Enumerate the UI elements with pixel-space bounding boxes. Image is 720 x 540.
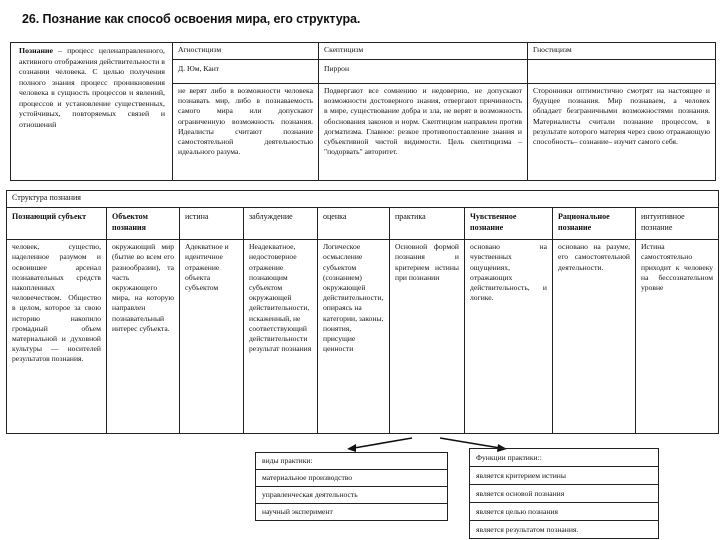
header-evaluation: оценка: [318, 208, 390, 240]
header-intuitive: интуитивное познание: [636, 208, 719, 240]
cell-object: окружающий мир (бытие во всем его разнообразии), та часть окружающего мира, на которую направлен познавательный интерес субъекта.: [107, 240, 180, 434]
school-name-skepticism: Скептицизм: [319, 43, 528, 60]
cell-intuitive: Истина самостоятельно приходит к человеку на бессознательном уровне: [636, 240, 719, 434]
cell-evaluation: Логическое осмысление субъектом (сознанием) окружающей действительности, опираясь на категории, законы, понятия, присущие ценности: [318, 240, 390, 434]
header-subject: Познающий субъект: [7, 208, 107, 240]
header-practice: практика: [390, 208, 465, 240]
header-sensory: Чувственное познание: [465, 208, 553, 240]
practice-function-item: является результатом познания.: [470, 520, 658, 538]
header-error: заблуждение: [244, 208, 318, 240]
practice-kind-item: материальное производство: [256, 469, 447, 486]
representatives-gnosticism: [528, 60, 716, 84]
practice-functions-header: Функции практики::: [476, 453, 542, 462]
representatives-skepticism: Пиррон: [319, 60, 528, 84]
practice-kind-item: управленческая деятельность: [256, 486, 447, 503]
header-rational: Рациональное познание: [553, 208, 636, 240]
header-object: Объектом познания: [107, 208, 180, 240]
cognition-definition-box: [10, 42, 173, 181]
structure-caption-row: [7, 191, 719, 208]
header-truth: истина: [180, 208, 244, 240]
practice-kinds-header: виды практики:: [262, 456, 313, 465]
structure-caption: Структура познания: [7, 191, 719, 208]
schools-name-row: [173, 43, 716, 60]
definition-text: – процесс целенаправленного, активного отображения действительности в сознании человека. С целью получения полного знания процесс проникновения человека в сущность процессов и явлений, процессов и установление существенных, устойчивых, повторяемых связей и отношений: [19, 46, 165, 129]
practice-function-item: является критерием истины: [470, 466, 658, 484]
cell-subject: человек, существо, наделенное разумом и освоившее арсенал познавательных средств накопленных человечеством. Общество в целом, которое за свою историю накопило громадный объем материальной и духовной культуры — носителей результатов познания.: [7, 240, 107, 434]
practice-function-item: является основой познания: [470, 484, 658, 502]
cognition-structure-table: [6, 190, 719, 434]
arrow-left-icon: [347, 438, 412, 452]
description-agnosticism: не верят либо в возможности человека познавать мир, либо в познаваемость самого мира или допускают ограниченную возможность познания. Идеалисты считают познание самостоятельной деятельностью идеального разума.: [173, 84, 319, 181]
school-name-agnosticism: Агностицизм: [173, 43, 319, 60]
cell-error: Неадекватное, недостоверное отражение познающим субъектом окружающей действительности, искаженный, не соответствующий действительности результат познания: [244, 240, 318, 434]
practice-function-item: является целью познания: [470, 502, 658, 520]
schools-description-row: [173, 84, 716, 181]
page-title: 26. Познание как способ освоения мира, его структура.: [22, 12, 361, 26]
definition-term: Познание: [19, 46, 53, 55]
practice-kind-item: научный эксперимент: [256, 503, 447, 520]
description-skepticism: Подвергают все сомнению и недоверию, не допускают возможности достоверного знания, отвергают причинность в мире, существование добра и зла, не верят в возможность обоснования законов и норм. Скептицизм направлен против догматизма. Главное: резкое противопоставление знания и субъективной чистой видимости. Цель скептицизма – "подорвать" авторитет.: [319, 84, 528, 181]
description-gnosticism: Сторонники оптимистично смотрят на настоящее и будущее познания. Мир познаваем, а человек обладает безграничными возможностями познания. Материалисты считали познание процессом, в результате которого материя через свою отражающую способность– сознание– изучит самого себя.: [528, 84, 716, 181]
schools-table: [172, 42, 716, 181]
structure-header-row: [7, 208, 719, 240]
cell-truth: Адекватное и идентичное отражение объекта субъектом: [180, 240, 244, 434]
practice-functions-box: [469, 448, 659, 539]
cell-sensory: основано на чувственных ощущениях, отражающих действительность, и логике.: [465, 240, 553, 434]
school-name-gnosticism: Гностицизм: [528, 43, 716, 60]
practice-kinds-box: [255, 452, 448, 521]
representatives-agnosticism: Д. Юм, Кант: [173, 60, 319, 84]
cell-practice: Основной формой познания и критерием истины при познании: [390, 240, 465, 434]
schools-representatives-row: [173, 60, 716, 84]
cell-rational: основано на разуме, его самостоятельной деятельности.: [553, 240, 636, 434]
structure-body-row: [7, 240, 719, 434]
